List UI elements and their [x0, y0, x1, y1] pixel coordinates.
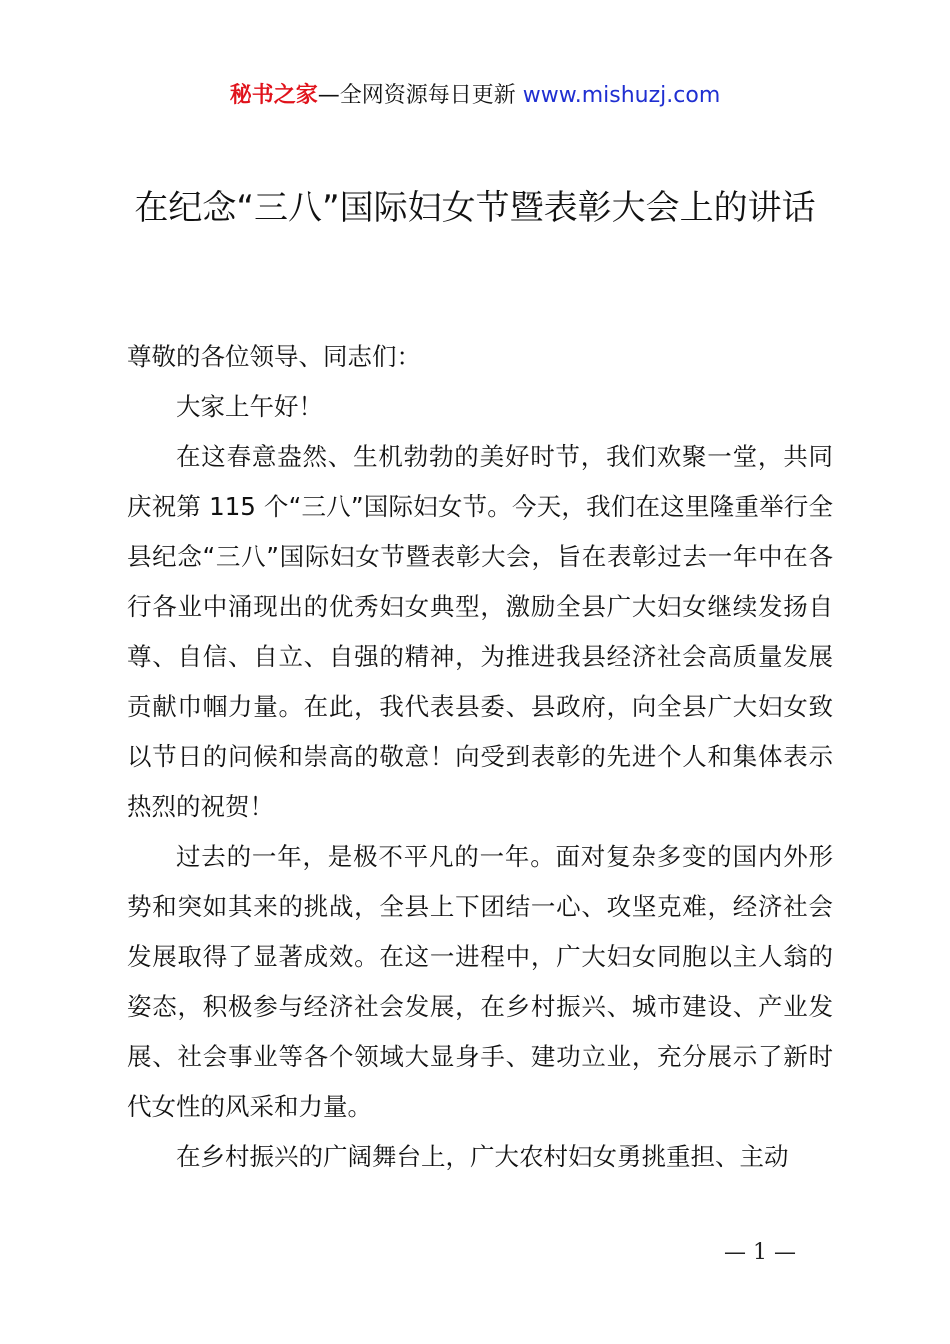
paragraph-1: 在这春意盎然、生机勃勃的美好时节，我们欢聚一堂，共同庆祝第 115 个“三八”国际妇女节。今天，我们在这里隆重举行全县纪念“三八”国际妇女节暨表彰大会，旨在表彰过去一年中在各行各业中涌现出的优秀妇女典型，激励全县广大妇女继续发扬自尊、自信、自立、自强的精神，为推进我县经济社会高质量发展贡献巾帼力量。在此，我代表县委、县政府，向全县广大妇女致以节日的问候和崇高的敬意！向受到表彰的先进个人和集体表示热烈的祝贺！: [127, 442, 833, 821]
page-number: — 1 —: [724, 1240, 796, 1265]
site-url-link[interactable]: www.mishuzj.com: [522, 83, 721, 108]
document-title: 在纪念“三八”国际妇女节暨表彰大会上的讲话: [134, 188, 816, 228]
salutation: 尊敬的各位领导、同志们：: [127, 342, 421, 371]
paragraph-2: 过去的一年，是极不平凡的一年。面对复杂多变的国内外形势和突如其来的挑战，全县上下团结一心、攻坚克难，经济社会发展取得了显著成效。在这一进程中，广大妇女同胞以主人翁的姿态，积极参与经济社会发展，在乡村振兴、城市建设、产业发展、社会事业等各个领域大显身手、建功立业，充分展示了新时代女性的风采和力量。: [127, 842, 833, 1121]
document-body: [127, 332, 833, 1182]
paragraph-3: 在乡村振兴的广阔舞台上，广大农村妇女勇挑重担、主动: [176, 1142, 789, 1171]
site-brand: 秘书之家: [229, 83, 318, 108]
site-tagline: —全网资源每日更新: [317, 83, 523, 108]
greeting: 大家上午好！: [176, 392, 323, 421]
site-header: [0, 80, 950, 112]
